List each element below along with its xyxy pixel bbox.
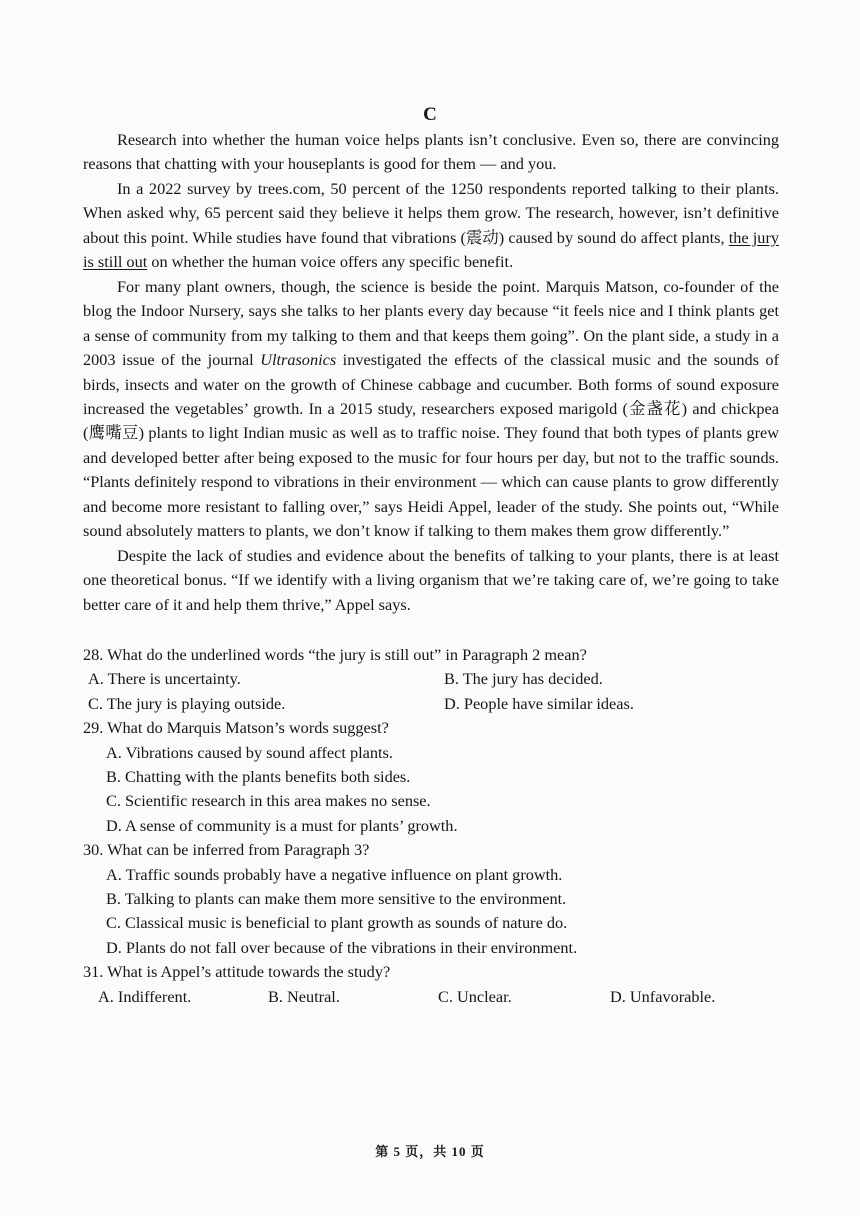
question-stem: 30. What can be inferred from Paragraph 3?	[83, 840, 370, 860]
option-d[interactable]: D. Unfavorable.	[610, 986, 716, 1006]
option-grid	[83, 667, 779, 716]
reading-passage	[83, 128, 779, 617]
question-31	[83, 960, 779, 1009]
option-a[interactable]: A. Traffic sounds probably have a negative influence on plant growth.	[106, 864, 563, 884]
option-d[interactable]: D. Plants do not fall over because of the vibrations in their environment.	[106, 937, 578, 957]
option-list	[83, 863, 779, 961]
section-heading: C	[423, 104, 437, 125]
question-stem: 28. What do the underlined words “the jury is still out” in Paragraph 2 mean?	[83, 645, 587, 664]
underlined-phrase: the jury is still out	[83, 227, 780, 272]
paragraph-1: Research into whether the human voice helps plants isn’t conclusive. Even so, there are convincing reasons that chatting with your houseplants is good for them — and you.	[83, 130, 779, 174]
question-30	[83, 838, 779, 960]
option-a[interactable]: A. Indifferent.	[98, 986, 192, 1006]
question-29	[83, 716, 779, 838]
option-a[interactable]: A. Vibrations caused by sound affect plants.	[106, 742, 393, 762]
option-b[interactable]: B. Chatting with the plants benefits both sides.	[106, 767, 411, 787]
option-c[interactable]: C. Unclear.	[438, 986, 512, 1006]
option-a[interactable]: A. There is uncertainty.	[88, 669, 241, 689]
option-c[interactable]: C. The jury is playing outside.	[88, 693, 286, 713]
option-b[interactable]: B. The jury has decided.	[444, 669, 603, 689]
option-c[interactable]: C. Classical music is beneficial to plant growth as sounds of nature do.	[106, 913, 568, 933]
question-stem: 29. What do Marquis Matson’s words suggest?	[83, 718, 389, 738]
option-c[interactable]: C. Scientific research in this area makes no sense.	[106, 791, 431, 811]
option-d[interactable]: D. A sense of community is a must for plants’ growth.	[106, 815, 458, 835]
page-footer: 第 5 页，共 10 页	[375, 1144, 485, 1159]
option-grid	[83, 985, 779, 1009]
option-list	[83, 741, 779, 839]
question-stem: 31. What is Appel’s attitude towards the study?	[83, 962, 391, 982]
paragraph-2: In a 2022 survey by trees.com, 50 percent of the 1250 respondents reported talking to their plants. When asked why, 65 percent said they believe it helps them grow. The research, however, isn’t definitive about this point. While studies have found that vibrations (震动) caused by sound do affect plants, the jury is still out on whether the human voice offers any specific benefit.	[83, 178, 780, 272]
option-b[interactable]: B. Talking to plants can make them more sensitive to the environment.	[106, 889, 567, 909]
journal-name: Ultrasonics	[260, 350, 337, 370]
option-d[interactable]: D. People have similar ideas.	[444, 693, 634, 713]
question-list	[83, 643, 779, 1009]
option-b[interactable]: B. Neutral.	[268, 986, 340, 1006]
paragraph-3: For many plant owners, though, the science is beside the point. Marquis Matson, co-founder of the blog the Indoor Nursery, says she talks to her plants every day because “it feels nice and I think plants get a sense of community from my talking to them and that keeps them going”. On the plant side, a study in a 2003 issue of the journal Ultrasonics investigated the effects of the classical music and the sounds of birds, insects and water on the growth of Chinese cabbage and cucumber. Both forms of sound exposure increased the vegetables’ growth. In a 2015 study, researchers exposed marigold (金盏花) and chickpea (鹰嘴豆) plants to light Indian music as well as to traffic noise. They found that both types of plants grew and developed better after being exposed to the music for four hours per day, but not to the traffic sounds. “Plants definitely respond to vibrations in their environment — which can cause plants to grow differently and become more resistant to falling over,” says Heidi Appel, leader of the study. She points out, “While sound absolutely matters to plants, we don’t know if talking to them makes them grow differently.”	[83, 276, 779, 541]
paragraph-4: Despite the lack of studies and evidence about the benefits of talking to your plants, there is at least one theoretical bonus. “If we identify with a living organism that we’re taking care of, we’re going to take better care of it and help them thrive,” Appel says.	[83, 545, 779, 614]
question-28	[83, 643, 779, 716]
